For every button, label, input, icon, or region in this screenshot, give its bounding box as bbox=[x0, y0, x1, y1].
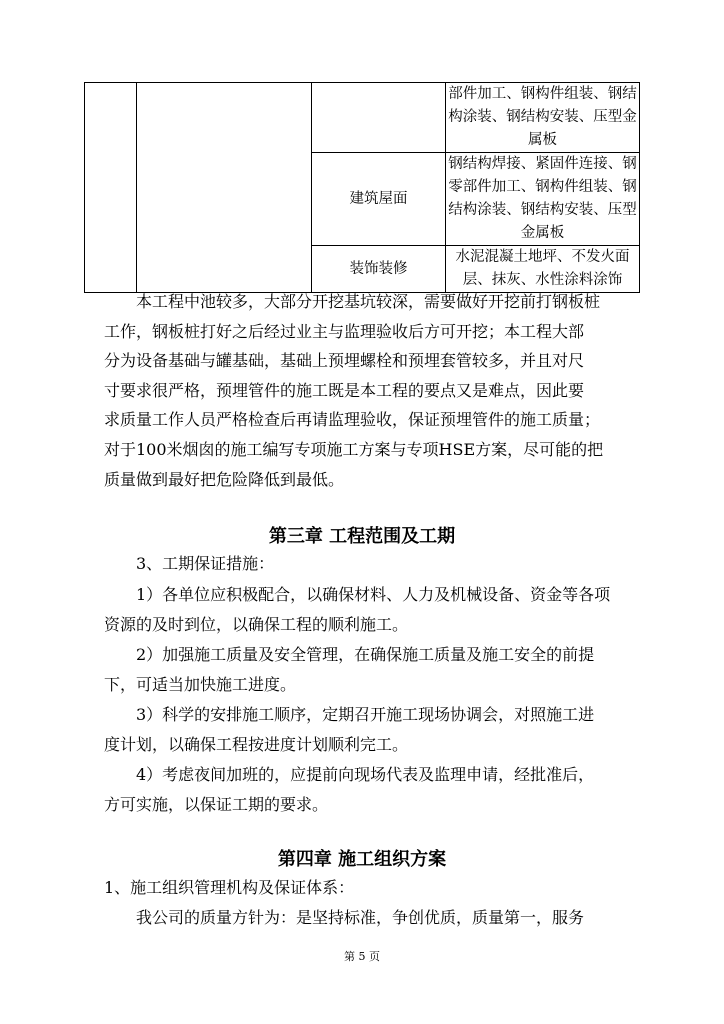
table-cell-empty bbox=[137, 83, 312, 293]
work-items-table bbox=[84, 82, 640, 293]
list-item: 1）各单位应积极配合，以确保材料、人力及机械设备、资金等各项 bbox=[136, 585, 611, 604]
intro-paragraph bbox=[104, 287, 624, 494]
table-cell-category: 建筑屋面 bbox=[312, 153, 446, 246]
text-line: 分为设备基础与罐基础，基础上预埋螺栓和预埋套管较多，并且对尺 bbox=[104, 351, 585, 371]
page-number: 第 5 页 bbox=[344, 950, 380, 963]
table-cell-category bbox=[312, 83, 446, 153]
table-cell-desc: 钢结构焊接、紧固件连接、钢零部件加工、钢构件组装、钢结构涂装、钢结构安装、压型金属板 bbox=[446, 153, 640, 246]
text-line: 求质量工作人员严格检查后再请监理验收，保证预埋管件的施工质量； bbox=[104, 410, 601, 430]
list-item-cont: 度计划，以确保工程按进度计划顺利完工。 bbox=[104, 735, 409, 754]
text-line: 工作，钢板桩打好之后经过业主与监理验收后方可开挖；本工程大部 bbox=[104, 321, 585, 341]
section-subtitle: 3、工期保证措施： bbox=[136, 554, 275, 573]
list-item: 2）加强施工质量及安全管理，在确保施工质量及施工安全的前提 bbox=[136, 645, 595, 664]
list-item-cont: 下，可适当加快施工进度。 bbox=[104, 675, 297, 694]
table-cell-desc: 水泥混凝土地坪、不发火面层、抹灰、水性涂料涂饰 bbox=[446, 246, 640, 293]
text-line: 质量做到最好把危险降低到最低。 bbox=[104, 469, 345, 489]
list-item: 4）考虑夜间加班的，应提前向现场代表及监理申请，经批准后， bbox=[136, 765, 595, 784]
chapter-4-heading: 第四章 施工组织方案 bbox=[277, 849, 447, 870]
text-line: 寸要求很严格，预埋管件的施工既是本工程的要点又是难点，因此要 bbox=[104, 380, 585, 400]
section-subtitle: 1、施工组织管理机构及保证体系： bbox=[104, 878, 355, 897]
table-cell-empty bbox=[85, 83, 137, 293]
text-line: 本工程中池较多，大部分开挖基坑较深，需要做好开挖前打钢板桩 bbox=[136, 292, 601, 311]
list-item-cont: 方可实施，以保证工期的要求。 bbox=[104, 795, 329, 814]
table-row bbox=[85, 83, 640, 153]
table-cell-desc: 部件加工、钢构件组装、钢结构涂装、钢结构安装、压型金属板 bbox=[446, 83, 640, 153]
list-item: 3）科学的安排施工顺序，定期召开施工现场协调会，对照施工进 bbox=[136, 705, 595, 724]
text-line: 我公司的质量方针为：是坚持标准，争创优质，质量第一，服务 bbox=[136, 908, 585, 927]
text-line: 对于100米烟囱的施工编写专项施工方案与专项HSE方案，尽可能的把 bbox=[104, 439, 604, 459]
table-cell-category: 装饰装修 bbox=[312, 246, 446, 293]
chapter-3-heading: 第三章 工程范围及工期 bbox=[268, 526, 456, 547]
list-item-cont: 资源的及时到位，以确保工程的顺利施工。 bbox=[104, 615, 409, 634]
